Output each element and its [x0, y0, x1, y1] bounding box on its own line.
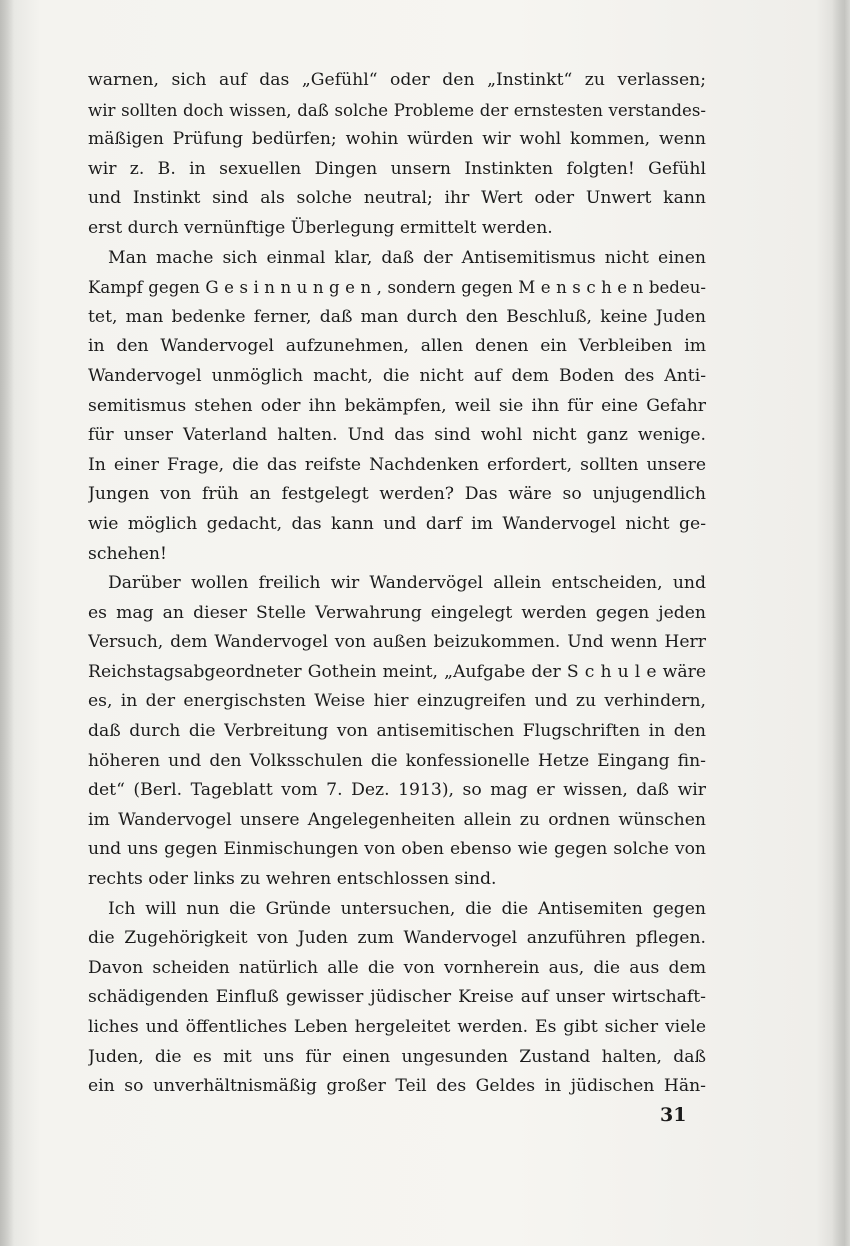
text-line: die Zugehörigkeit von Juden zum Wandervogel anzuführen pflegen.	[88, 928, 706, 949]
text-line: Kampf gegen G e s i n n u n g e n , sondern gegen M e n s c h e n bedeu-	[88, 278, 706, 298]
text-line: liches und öffentliches Leben hergeleitet werden. Es gibt sicher viele	[88, 1017, 706, 1037]
text-line: schehen!	[88, 543, 167, 564]
text-line: In einer Frage, die das reifste Nachdenken erfordert, sollten unsere	[88, 454, 706, 475]
gutter-shadow	[0, 0, 14, 1246]
text-line: Versuch, dem Wandervogel von außen beizukommen. Und wenn Herr	[88, 632, 706, 653]
text-line: in den Wandervogel aufzunehmen, allen denen ein Verbleiben im	[88, 336, 706, 357]
text-line: Wandervogel unmöglich macht, die nicht auf dem Boden des Anti-	[88, 365, 706, 386]
text-line: wir z. B. in sexuellen Dingen unsern Instinkten folgten! Gefühl	[88, 158, 706, 179]
text-line: es mag an dieser Stelle Verwahrung eingelegt werden gegen jeden	[88, 602, 706, 623]
paragraph	[88, 244, 706, 570]
text-line: warnen, sich auf das „Gefühl“ oder den „Instinkt“ zu verlassen;	[88, 70, 706, 90]
text-line: rechts oder links zu wehren entschlossen sind.	[88, 869, 497, 890]
paragraph	[88, 895, 706, 1102]
text-line: erst durch vernünftige Überlegung ermittelt werden.	[88, 217, 553, 238]
paragraph	[88, 66, 706, 244]
text-line: semitismus stehen oder ihn bekämpfen, weil sie ihn für eine Gefahr	[88, 395, 706, 416]
text-line: wir sollten doch wissen, daß solche Probleme der ernstesten verstandes-	[88, 100, 706, 120]
page-number: 31	[660, 1104, 687, 1126]
text-line: Ich will nun die Gründe untersuchen, die die Antisemiten gegen	[108, 898, 706, 919]
text-line: Man mache sich einmal klar, daß der Antisemitismus nicht einen	[108, 247, 706, 268]
body-text	[88, 66, 706, 1102]
text-line: Reichstagsabgeordneter Gothein meint, „Aufgabe der S c h u l e wäre	[88, 661, 706, 682]
text-line: Darüber wollen freilich wir Wandervögel allein entscheiden, und	[108, 573, 706, 594]
page-edge	[832, 0, 850, 1246]
text-line: es, in der energischsten Weise hier einzugreifen und zu verhindern,	[88, 691, 706, 712]
text-line: Davon scheiden natürlich alle die von vornherein aus, die aus dem	[88, 957, 706, 978]
text-line: höheren und den Volksschulen die konfessionelle Hetze Eingang fin-	[88, 750, 706, 771]
text-line: schädigenden Einfluß gewisser jüdischer Kreise auf unser wirtschaft-	[88, 987, 706, 1008]
text-line: daß durch die Verbreitung von antisemitischen Flugschriften in den	[88, 721, 706, 742]
text-line: det“ (Berl. Tageblatt vom 7. Dez. 1913), so mag er wissen, daß wir	[88, 780, 706, 801]
paragraph	[88, 569, 706, 895]
text-line: und Instinkt sind als solche neutral; ihr Wert oder Unwert kann	[88, 188, 706, 209]
text-line: für unser Vaterland halten. Und das sind wohl nicht ganz wenige.	[88, 425, 706, 446]
text-line: im Wandervogel unsere Angelegenheiten allein zu ordnen wünschen	[88, 809, 706, 830]
text-line: und uns gegen Einmischungen von oben ebenso wie gegen solche von	[88, 839, 706, 860]
text-line: tet, man bedenke ferner, daß man durch den Beschluß, keine Juden	[88, 306, 706, 327]
text-line: ein so unverhältnismäßig großer Teil des Geldes in jüdischen Hän-	[88, 1076, 706, 1097]
text-line: Jungen von früh an festgelegt werden? Das wäre so unjugendlich	[88, 484, 706, 505]
text-line: wie möglich gedacht, das kann und darf im Wandervogel nicht ge-	[88, 513, 706, 534]
text-line: Juden, die es mit uns für einen ungesunden Zustand halten, daß	[88, 1046, 706, 1067]
text-line: mäßigen Prüfung bedürfen; wohin würden wir wohl kommen, wenn	[88, 129, 706, 150]
